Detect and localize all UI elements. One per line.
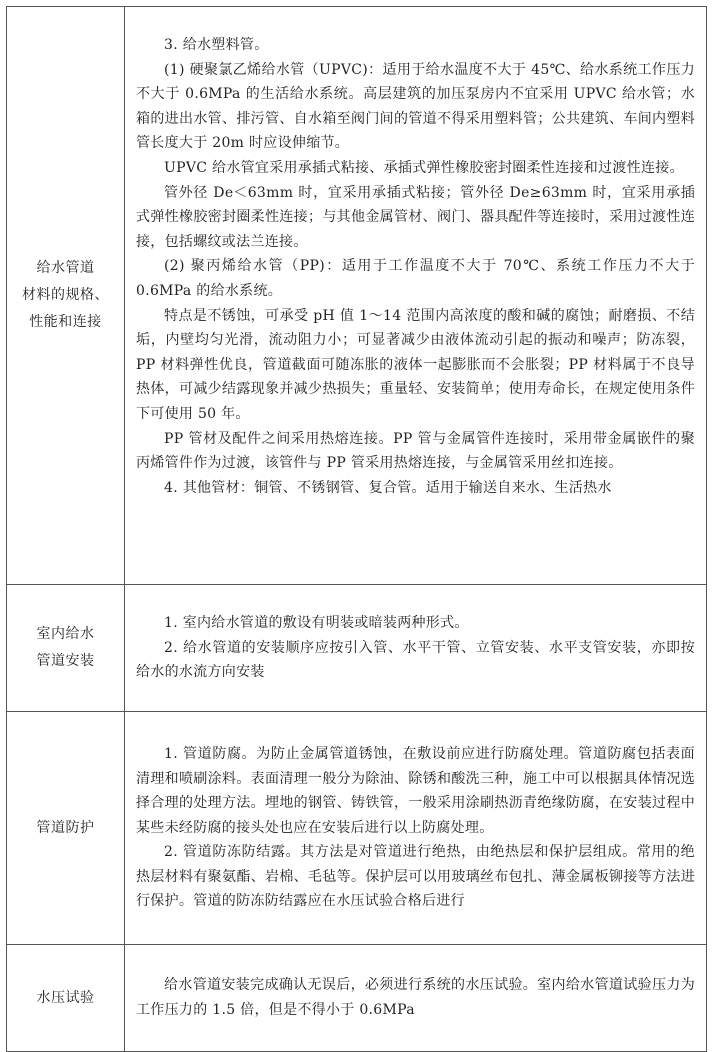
row-label bbox=[7, 585, 125, 712]
paragraph: (1) 硬聚氯乙烯给水管（UPVC)：适用于给水温度不大于 45℃、给水系统工作压力不大于 0.6MPa 的生活给水系统。高层建筑的加压泵房内不宜采用 UPVC 给水管；水箱的进出水管、排污管、自水箱至阀门间的管道不得采用塑料管；公共建筑、车间内塑料管长度大于 20m 时应设伸缩节。 bbox=[136, 61, 695, 152]
label-line: 水压试验 bbox=[36, 989, 95, 1006]
label-line: 性能和连接 bbox=[29, 314, 102, 330]
paragraph: 2. 给水管道的安装顺序应按引入管、水平干管、立管安装、水平支管安装，亦即按给水的水流方向安装 bbox=[136, 639, 695, 681]
row-label bbox=[7, 945, 125, 1052]
label-line: 给水管道 bbox=[36, 260, 95, 276]
table-row bbox=[7, 712, 707, 945]
row-label bbox=[7, 7, 125, 585]
document-page bbox=[6, 6, 707, 1047]
row-label bbox=[7, 712, 125, 945]
label-line: 室内给水 bbox=[36, 626, 95, 642]
paragraph: 3. 给水塑料管。 bbox=[164, 37, 269, 53]
spec-table bbox=[6, 6, 707, 1052]
paragraph: 给水管道安装完成确认无误后，必须进行系统的水压试验。室内给水管道试验压力为工作压力的 1.5 倍，但是不得小于 0.6MPa bbox=[136, 977, 695, 1018]
table-row bbox=[7, 7, 707, 585]
label-line: 材料的规格、 bbox=[22, 287, 109, 303]
paragraph: 1. 室内给水管道的敷设有明装或暗装两种形式。 bbox=[164, 615, 469, 632]
paragraph: 4. 其他管材：铜管、不锈钢管、复合管。适用于输送自来水、生活热水 bbox=[164, 479, 612, 496]
paragraph: PP 管材及配件之间采用热熔连接。PP 管与金属管件连接时，采用带金属嵌件的聚丙烯管件作为过渡，该管件与 PP 管采用热熔连接，与金属管采用丝扣连接。 bbox=[136, 430, 695, 472]
label-line: 管道安装 bbox=[36, 653, 95, 669]
paragraph: 特点是不锈蚀，可承受 pH 值 1～14 范围内高浓度的酸和碱的腐蚀；耐磨损、不结垢，内壁均匀光滑，流动阻力小；可显著减少由液体流动引起的振动和噪声；防冻裂，PP 材料弹性优良，管道截面可随冻胀的液体一起膨胀而不会胀裂；PP 材料属于不良导热体，可减少结露现象并减少热损失；重量轻、安装简单；使用寿命长，在规定使用条件下可使用 50 年。 bbox=[136, 307, 695, 422]
label-line: 管道防护 bbox=[36, 819, 95, 836]
row-content bbox=[125, 712, 707, 945]
paragraph: 2. 管道防冻防结露。其方法是对管道进行绝热，由绝热层和保护层组成。常用的绝热层材料有聚氨酯、岩棉、毛毡等。保护层可以用玻璃丝布包扎、薄金属板铆接等方法进行保护。管道的防冻防结露应在水压试验合格后进行 bbox=[136, 844, 695, 910]
paragraph: (2) 聚丙烯给水管（PP)：适用于工作温度不大于 70℃、系统工作压力不大于 0.6MPa 的给水系统。 bbox=[136, 258, 695, 299]
paragraph: 管外径 De＜63mm 时，宜采用承插式粘接；管外径 De≥63mm 时，宜采用承插式弹性橡胶密封圈柔性连接；与其他金属管材、阀门、器具配件等连接时，采用过渡性连接，包括螺纹或法兰连接。 bbox=[136, 184, 695, 250]
row-content bbox=[125, 7, 707, 585]
paragraph: UPVC 给水管宜采用承插式粘接、承插式弹性橡胶密封圈柔性连接和过渡性连接。 bbox=[164, 159, 684, 176]
paragraph: 1. 管道防腐。为防止金属管道锈蚀，在敷设前应进行防腐处理。管道防腐包括表面清理和喷刷涂料。表面清理一般分为除油、除锈和酸洗三种，施工中可以根据具体情况选择合理的处理方法。埋地的钢管、铸铁管，一般采用涂刷热沥青绝缘防腐，在安装过程中某些未经防腐的接头处也应在安装后进行以上防腐处理。 bbox=[136, 745, 695, 836]
table-row bbox=[7, 945, 707, 1052]
row-content bbox=[125, 585, 707, 712]
table-row bbox=[7, 585, 707, 712]
row-content bbox=[125, 945, 707, 1052]
